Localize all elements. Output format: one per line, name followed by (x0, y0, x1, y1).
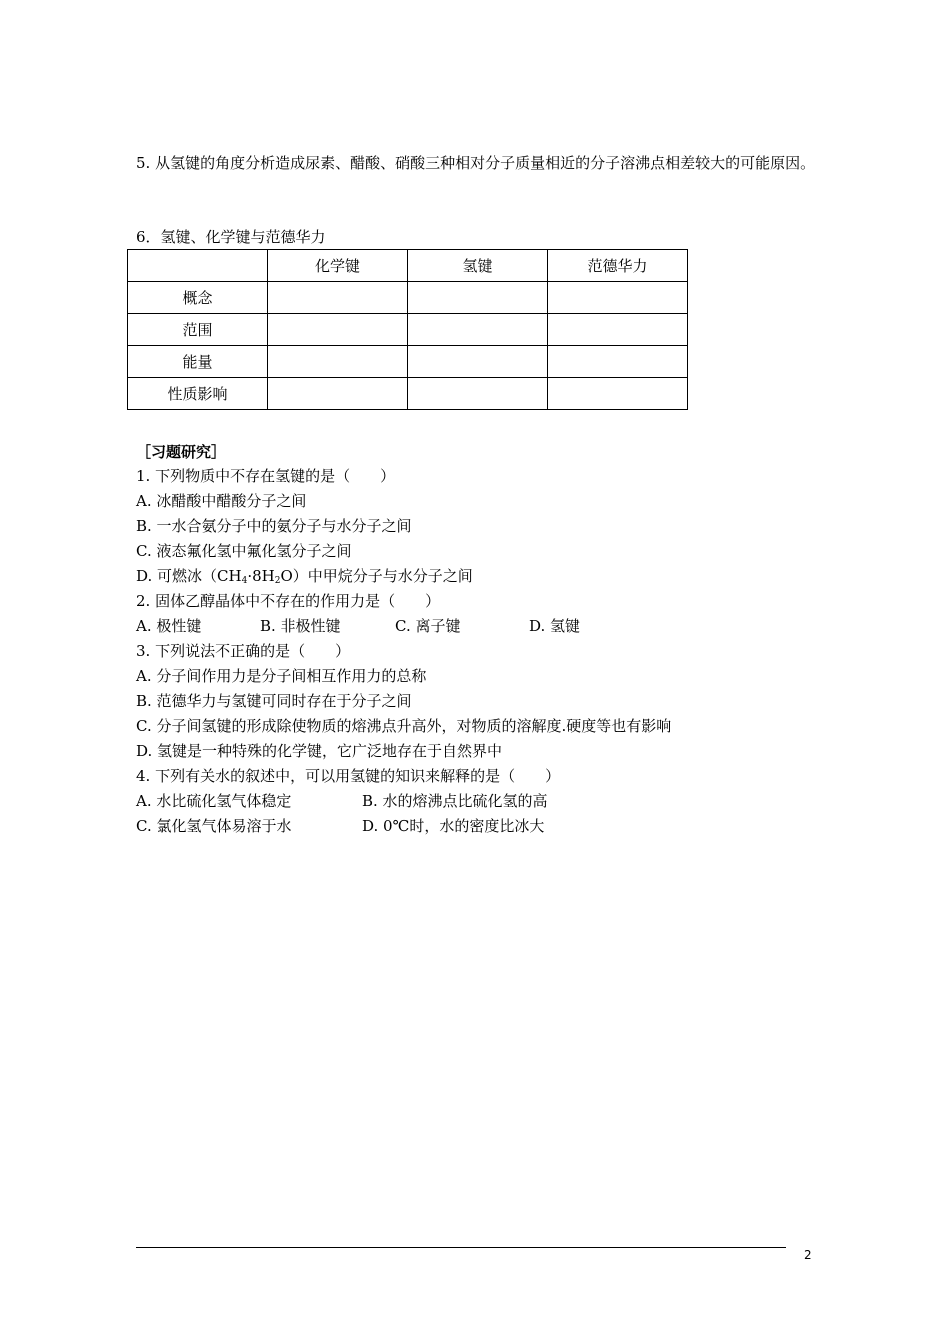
table-header-row (128, 250, 688, 282)
table-row (128, 378, 688, 410)
table-cell (548, 346, 688, 378)
table-cell (408, 282, 548, 314)
table-cell (408, 378, 548, 410)
table-row-label: 能量 (128, 346, 268, 378)
q1-option-d-prefix: D. 可燃冰（CH (136, 567, 242, 585)
q1-option-d-mid: ·8H (247, 567, 275, 585)
question-5: 5. 从氢键的角度分析造成尿素、醋酸、硝酸三种相对分子质量相近的分子溶沸点相差较大的可能原因。 (136, 154, 816, 172)
q2-option-c: C. 离子键 (395, 617, 461, 635)
q3-option-d: D. 氢键是一种特殊的化学键，它广泛地存在于自然界中 (136, 742, 503, 760)
table-cell (268, 282, 408, 314)
q4-stem: 4. 下列有关水的叙述中，可以用氢键的知识来解释的是（ ） (136, 767, 561, 785)
exercises-heading: ［习题研究］ (136, 443, 227, 461)
q3-stem: 3. 下列说法不正确的是（ ） (136, 642, 351, 660)
subscript: 2 (274, 576, 281, 586)
q2-options (136, 615, 580, 637)
q4-option-b: B. 水的熔沸点比硫化氢的高 (362, 792, 548, 810)
q3-option-b: B. 范德华力与氢键可同时存在于分子之间 (136, 692, 412, 710)
table-row (128, 282, 688, 314)
table-row-label: 概念 (128, 282, 268, 314)
q4-option-c: C. 氯化氢气体易溶于水 (136, 817, 292, 835)
q1-stem: 1. 下列物质中不存在氢键的是（ ） (136, 467, 396, 485)
q1-option-c: C. 液态氟化氢中氟化氢分子之间 (136, 542, 352, 560)
table-cell (268, 314, 408, 346)
table-row-label: 范围 (128, 314, 268, 346)
footer-divider (136, 1247, 786, 1248)
table-header-cell: 化学键 (268, 250, 408, 282)
q1-option-d (136, 565, 473, 587)
table-cell (548, 314, 688, 346)
section-6-title: 6．氢键、化学键与范德华力 (136, 228, 326, 246)
table-header-cell: 范德华力 (548, 250, 688, 282)
subscript: 4 (241, 576, 248, 586)
table-cell (408, 314, 548, 346)
table-cell (548, 378, 688, 410)
q2-option-d: D. 氢键 (529, 617, 581, 635)
q1-option-b: B. 一水合氨分子中的氨分子与水分子之间 (136, 517, 412, 535)
page-number: 2 (804, 1248, 812, 1262)
table-cell (408, 346, 548, 378)
table-row (128, 346, 688, 378)
q2-option-b: B. 非极性键 (260, 617, 341, 635)
table-header-cell: 氢键 (408, 250, 548, 282)
q1-option-a: A. 冰醋酸中醋酸分子之间 (136, 492, 307, 510)
q1-option-d-suffix: O）中甲烷分子与水分子之间 (280, 567, 473, 585)
table-row (128, 314, 688, 346)
table-row-label: 性质影响 (128, 378, 268, 410)
table-cell (268, 378, 408, 410)
q4-option-d: D. 0℃时，水的密度比冰大 (362, 817, 545, 835)
q2-stem: 2. 固体乙醇晶体中不存在的作用力是（ ） (136, 592, 441, 610)
q4-options-row-2 (136, 815, 544, 837)
q4-option-a: A. 水比硫化氢气体稳定 (136, 792, 292, 810)
q2-option-a: A. 极性键 (136, 617, 202, 635)
q4-options-row-1 (136, 790, 548, 812)
comparison-table (127, 249, 688, 410)
q3-option-c: C. 分子间氢键的形成除使物质的熔沸点升高外，对物质的溶解度.硬度等也有影响 (136, 717, 672, 735)
table-cell (268, 346, 408, 378)
q3-option-a: A. 分子间作用力是分子间相互作用力的总称 (136, 667, 427, 685)
table-header-cell (128, 250, 268, 282)
table-cell (548, 282, 688, 314)
